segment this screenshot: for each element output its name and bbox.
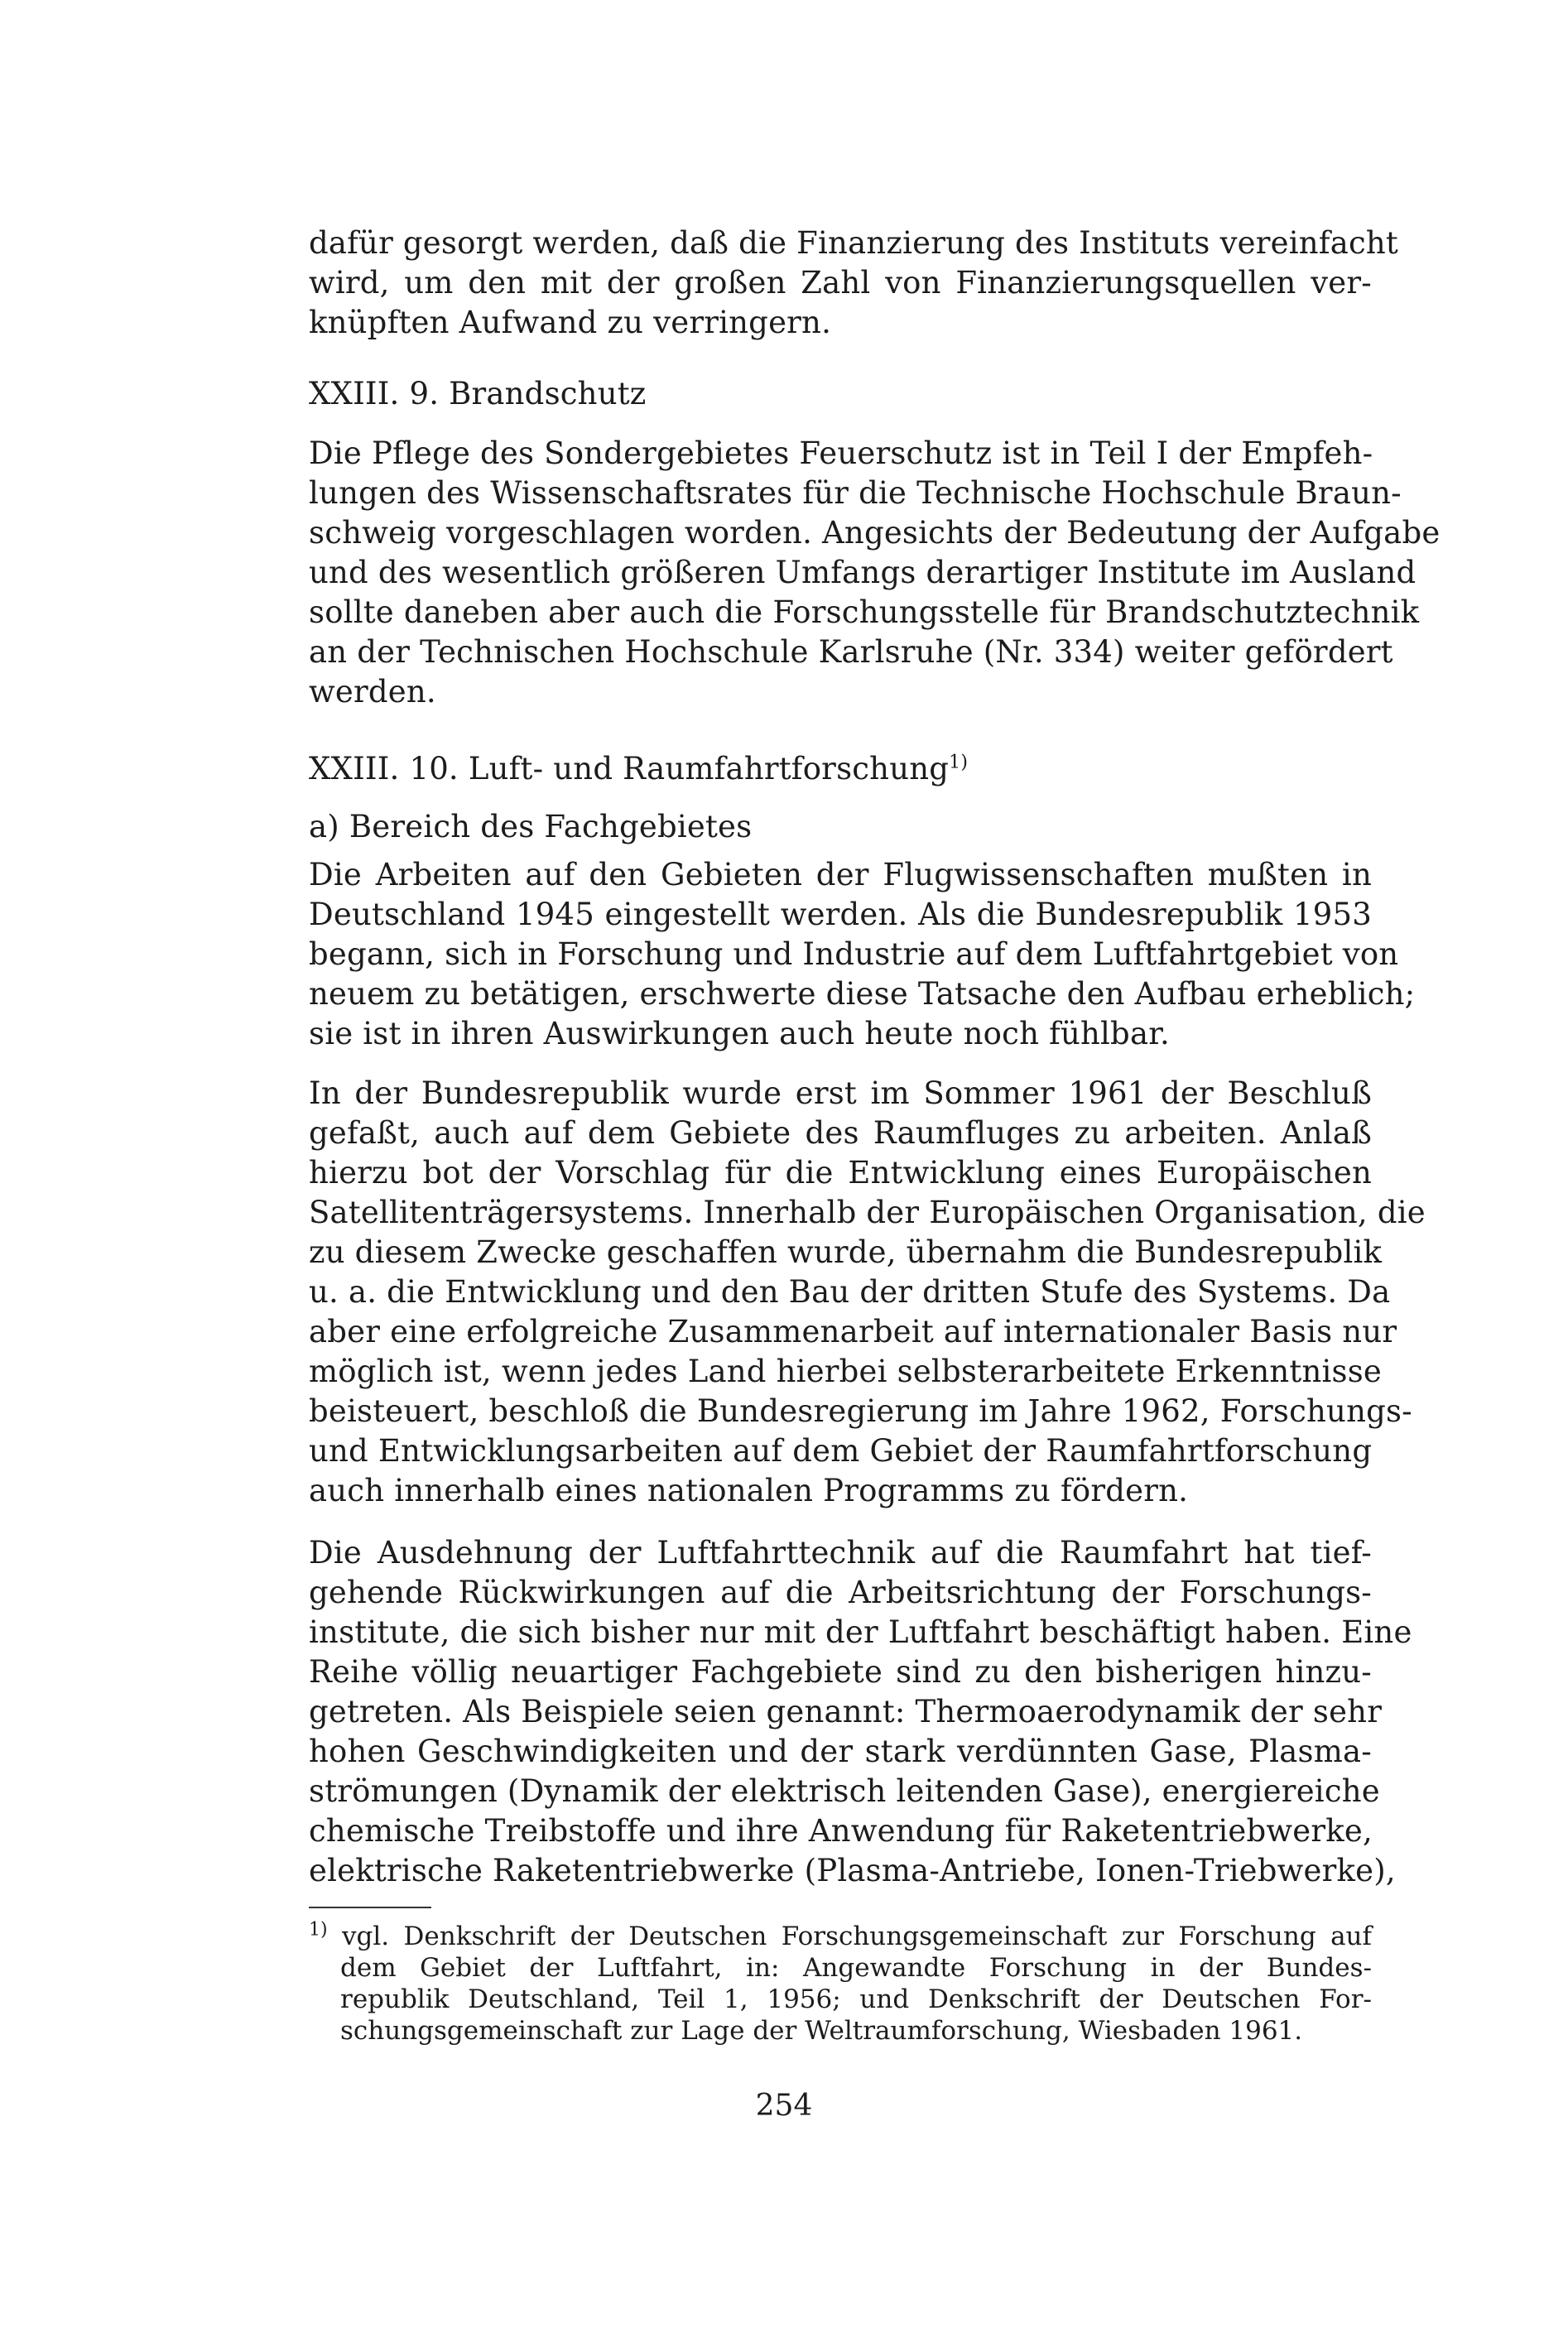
body-text-line: Deutschland 1945 eingestellt werden. Als die Bundesrepublik 1953 [309,897,1372,932]
body-text-line: chemische Treibstoffe und ihre Anwendung für Raketentriebwerke, [309,1813,1373,1849]
body-text-line: hierzu bot der Vorschlag für die Entwicklung eines Europäischen [309,1155,1372,1191]
body-text-line: Die Ausdehnung der Luftfahrttechnik auf die Raumfahrt hat tief- [309,1535,1372,1571]
body-text-line: strömungen (Dynamik der elektrisch leitenden Gase), energiereiche [309,1773,1380,1809]
body-text-line: gefaßt, auch auf dem Gebiete des Raumfluges zu arbeiten. Anlaß [309,1115,1372,1151]
body-text-line: knüpften Aufwand zu verringern. [309,305,832,340]
body-text-line: getreten. Als Beispiele seien genannt: Thermoaerodynamik der sehr [309,1694,1383,1729]
body-text-line: zu diesem Zwecke geschaffen wurde, übernahm die Bundesrepublik [309,1234,1383,1270]
body-text-line: begann, sich in Forschung und Industrie auf dem Luftfahrtgebiet von [309,936,1399,972]
footnote-line [309,1921,1372,1952]
body-text-line: u. a. die Entwicklung und den Bau der dritten Stufe des Systems. Da [309,1274,1391,1310]
body-text-line: sie ist in ihren Auswirkungen auch heute noch fühlbar. [309,1016,1170,1051]
body-text-line: und des wesentlich größeren Umfangs derartiger Institute im Ausland [309,555,1416,590]
body-text-line: Satellitenträgersystems. Innerhalb der Europäischen Organisation, die [309,1195,1426,1230]
footnote-marker: 1) [309,1919,328,1941]
body-text-line: In der Bundesrepublik wurde erst im Sommer 1961 der Beschluß [309,1075,1372,1111]
body-text-line: gehende Rückwirkungen auf die Arbeitsrichtung der Forschungs- [309,1575,1372,1610]
body-text-line: an der Technischen Hochschule Karlsruhe (Nr. 334) weiter gefördert [309,634,1393,670]
body-text-line: sollte daneben aber auch die Forschungsstelle für Brandschutztechnik [309,594,1420,630]
footnote-divider [309,1907,431,1908]
body-text-line: institute, die sich bisher nur mit der Luftfahrt beschäftigt haben. Eine [309,1614,1412,1650]
body-text-line: möglich ist, wenn jedes Land hierbei selbsterarbeitete Erkenntnisse [309,1354,1383,1389]
footnote-line: dem Gebiet der Luftfahrt, in: Angewandte Forschung in der Bundes- [340,1953,1372,1983]
footnote-line: schungsgemeinschaft zur Lage der Weltraumforschung, Wiesbaden 1961. [340,2016,1303,2046]
body-text-line: Die Arbeiten auf den Gebieten der Flugwissenschaften mußten in [309,857,1372,892]
subsection-heading: a) Bereich des Fachgebietes [309,809,753,844]
body-text-line: schweig vorgeschlagen worden. Angesichts der Bedeutung der Aufgabe [309,515,1441,551]
body-text-line: elektrische Raketentriebwerke (Plasma-Antriebe, Ionen-Triebwerke), [309,1853,1396,1888]
body-text-line: aber eine erfolgreiche Zusammenarbeit auf internationaler Basis nur [309,1314,1397,1349]
body-text-line: hohen Geschwindigkeiten und der stark verdünnten Gase, Plasma- [309,1734,1372,1769]
heading-text: XXIII. 10. Luft- und Raumfahrtforschung [309,751,950,786]
section-heading-brandschutz: XXIII. 9. Brandschutz [309,376,647,411]
body-text-line: dafür gesorgt werden, daß die Finanzierung des Instituts vereinfacht [309,225,1398,261]
body-text-line: Die Pflege des Sondergebietes Feuerschutz ist in Teil I der Empfeh- [309,435,1373,471]
footnote-text: vgl. Denkschrift der Deutschen Forschungsgemeinschaft zur Forschung auf [342,1922,1372,1951]
footnote-line: republik Deutschland, Teil 1, 1956; und Denkschrift der Deutschen For- [340,1984,1372,2014]
footnote-ref: 1) [949,752,969,773]
body-text-line: wird, um den mit der großen Zahl von Finanzierungsquellen ver- [309,265,1372,301]
body-text-line: und Entwicklungsarbeiten auf dem Gebiet der Raumfahrtforschung [309,1433,1373,1469]
body-text-line: neuem zu betätigen, erschwerte diese Tatsache den Aufbau erheblich; [309,976,1416,1012]
body-text-line: werden. [309,674,436,710]
page-number: 254 [755,2089,813,2123]
body-text-line: lungen des Wissenschaftsrates für die Technische Hochschule Braun- [309,475,1402,511]
body-text-line: Reihe völlig neuartiger Fachgebiete sind zu den bisherigen hinzu- [309,1654,1372,1690]
body-text-line: beisteuert, beschloß die Bundesregierung im Jahre 1962, Forschungs- [309,1393,1412,1429]
section-heading-luft-raumfahrt [309,749,1372,789]
body-text-line: auch innerhalb eines nationalen Programms zu fördern. [309,1473,1189,1508]
